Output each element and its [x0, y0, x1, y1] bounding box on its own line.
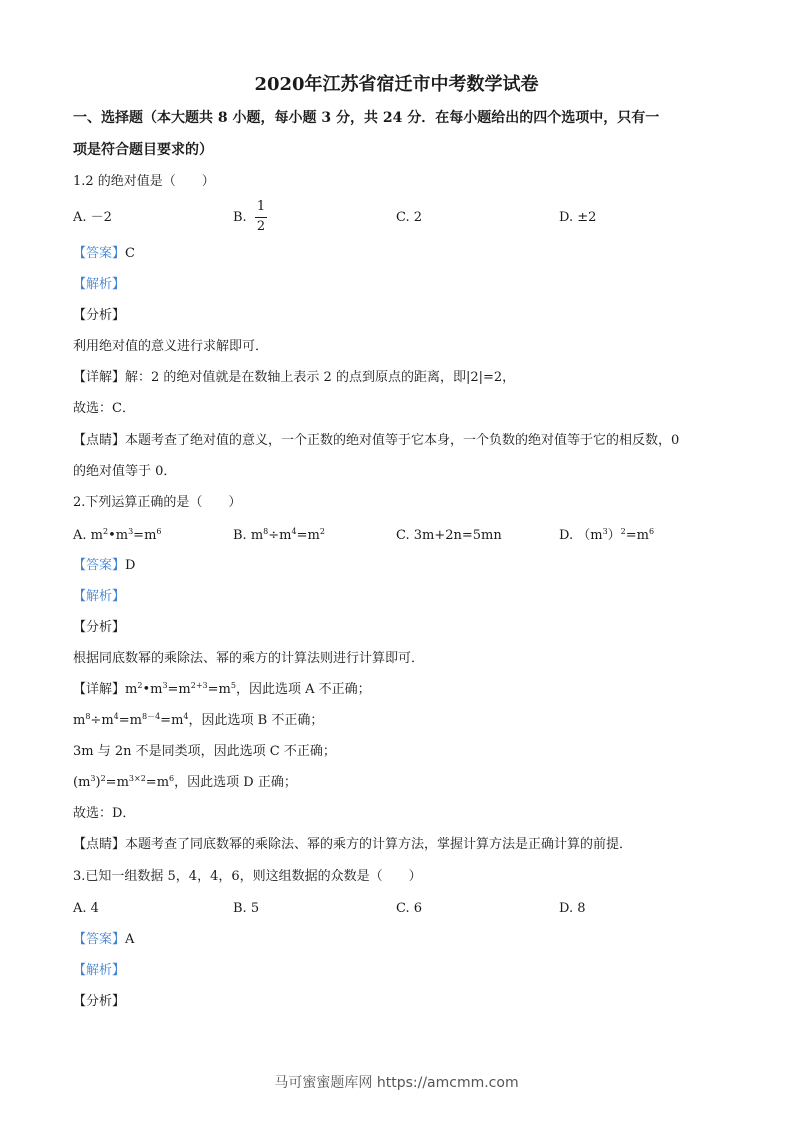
- q2-jiexi-tag: 【解析】: [73, 589, 126, 604]
- q1-option-b-label: B.: [233, 210, 247, 225]
- q2-guxuan: 故选：D．: [73, 806, 136, 821]
- page-title: 2020年江苏省宿迁市中考数学试卷: [254, 74, 539, 95]
- question-3-stem: 3.已知一组数据 5，4，4，6，则这组数据的众数是（ ）: [73, 869, 422, 884]
- q1-option-c: C. 2: [396, 210, 423, 225]
- q1-option-b-denominator: 2: [256, 219, 266, 234]
- q2-xiangjie-a: 【详解】$m^2•m^3=m^{2+3}=m^5$，因此选项 A 不正确；: [73, 681, 371, 697]
- q2-line-b-text: ，因此选项 B 不正确；: [188, 713, 324, 728]
- q1-option-b-fraction-bar: [255, 217, 267, 218]
- q2-line-d-text: ，因此选项 D 正确；: [174, 775, 297, 790]
- answer-value: D: [125, 558, 136, 573]
- question-1-stem: 1.2 的绝对值是（ ）: [73, 174, 215, 189]
- q3-jiexi-tag: 【解析】: [73, 963, 126, 978]
- section-heading-line1: 一、选择题（本大题共 8 小题，每小题 3 分，共 24 分．在每小题给出的四个选项中，只有一: [73, 110, 660, 126]
- q1-xiangjie: 【详解】解：2 的绝对值就是在数轴上表示 2 的点到原点的距离，即|2|=2，: [73, 370, 516, 385]
- answer-tag: 【答案】: [73, 246, 126, 261]
- q2-line-a-text: ，因此选项 A 不正确；: [235, 682, 371, 697]
- answer-tag: 【答案】: [73, 932, 126, 947]
- q2-option-b: B. $m^8\div m^4=m^2$: [233, 527, 325, 543]
- q2-xiangjie-b: $m^8\div m^4=m^{8-4}=m^4$，因此选项 B 不正确；: [73, 712, 324, 728]
- q3-option-c: C. 6: [396, 901, 423, 916]
- q3-option-b: B. 5: [233, 901, 260, 916]
- xiangjie-tag: 【详解】: [73, 682, 126, 697]
- q1-jiexi-tag: 【解析】: [73, 277, 126, 292]
- footer-watermark: 马可蜜蜜题库网 https://amcmm.com: [274, 1075, 519, 1091]
- q1-option-b-numerator: 1: [256, 199, 266, 214]
- q1-dianjing-line1: 【点睛】本题考查了绝对值的意义，一个正数的绝对值等于它本身，一个负数的绝对值等于它的相反数，0: [73, 433, 680, 448]
- answer-value: A: [125, 932, 135, 947]
- q1-answer: [73, 245, 135, 263]
- q3-answer: [73, 931, 134, 949]
- q3-option-d: D. 8: [559, 901, 586, 916]
- q2-xiangjie-c: 3m 与 2n 不是同类项，因此选项 C 不正确；: [73, 744, 336, 759]
- q2-xiangjie-d: $(m^3)^2=m^{3\times 2}=m^6$，因此选项 D 正确；: [73, 774, 297, 790]
- q2-option-d-text: D. （m: [559, 528, 603, 543]
- q2-option-a: A. $m^2•m^3=m^6$: [73, 527, 162, 543]
- q2-answer: [73, 557, 135, 575]
- q2-option-b-text: B. m: [233, 528, 264, 543]
- q3-option-a: A. 4: [73, 901, 99, 916]
- q2-dianjing: 【点睛】本题考查了同底数幂的乘除法、幂的乘方的计算方法，掌握计算方法是正确计算的前提．: [73, 837, 633, 852]
- q1-option-a: A. －2: [73, 210, 112, 225]
- q2-fenxi-tag: 【分析】: [73, 620, 126, 635]
- section-heading-line2: 项是符合题目要求的）: [73, 142, 213, 158]
- q1-fenxi-tag: 【分析】: [73, 308, 126, 323]
- q2-option-a-text: A. m: [73, 528, 103, 543]
- answer-tag: 【答案】: [73, 558, 126, 573]
- q3-fenxi-tag: 【分析】: [73, 994, 126, 1009]
- q2-option-d: D. $(m^3)^2=m^6$: [559, 527, 655, 543]
- q1-fenxi-text: 利用绝对值的意义进行求解即可．: [73, 339, 269, 354]
- answer-value: C: [125, 246, 135, 261]
- q1-dianjing-line2: 的绝对值等于 0．: [73, 464, 177, 479]
- question-2-stem: 2.下列运算正确的是（ ）: [73, 495, 242, 510]
- q1-guxuan: 故选：C．: [73, 401, 135, 416]
- q2-option-c: C. 3m+2n=5mn: [396, 528, 502, 543]
- q2-fenxi-text: 根据同底数幂的乘除法、幂的乘方的计算法则进行计算即可．: [73, 651, 425, 666]
- q1-option-d: D. ±2: [559, 210, 597, 225]
